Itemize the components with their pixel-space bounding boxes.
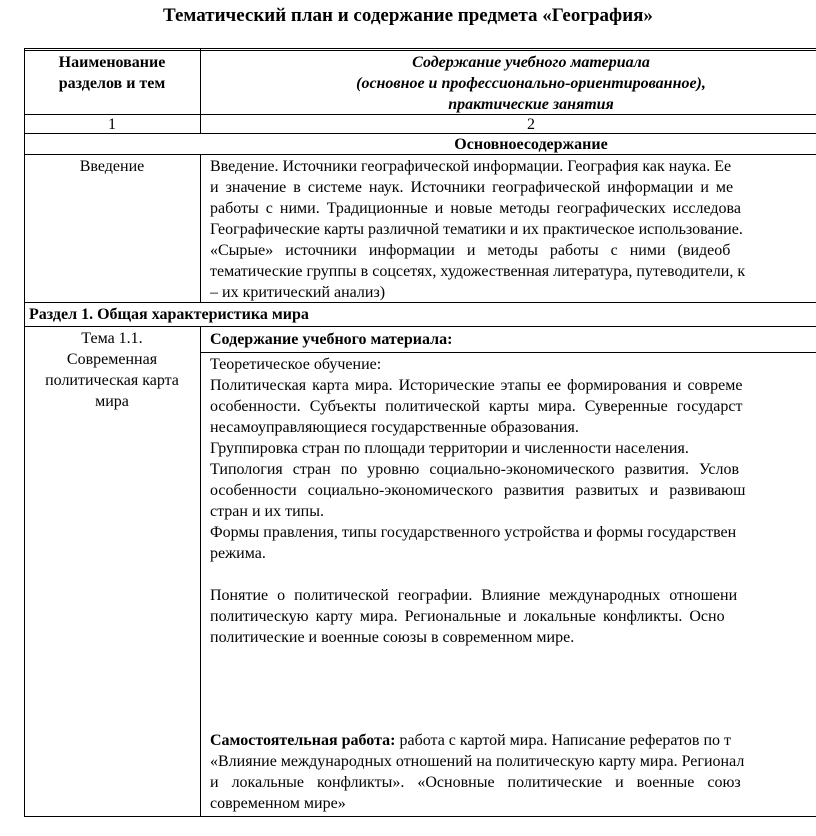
column-number-2: 2 bbox=[527, 116, 535, 133]
paragraph-line: стран и их типы. bbox=[210, 503, 324, 520]
theory-label: Теоретическое обучение: bbox=[210, 356, 382, 373]
row-divider-content-heading bbox=[200, 352, 816, 353]
header-col2-line: практические занятия bbox=[448, 96, 614, 113]
topic-name bbox=[24, 328, 200, 412]
header-col1 bbox=[24, 52, 200, 94]
header-col1-line: разделов и тем bbox=[58, 75, 166, 92]
intro-line: «Сырые» источники информации и методы работы с ними (видеоб bbox=[210, 242, 731, 259]
paragraph-line: несамоуправляющиеся государственные образования. bbox=[210, 419, 579, 436]
paragraph-gap bbox=[210, 564, 816, 585]
table-border-bottom bbox=[24, 816, 816, 817]
paragraph-line: Типология стран по уровню социально-экономического развития. Услов bbox=[210, 461, 740, 478]
paragraph-line: политическую карту мира. Региональные и локальные конфликты. Осно bbox=[210, 608, 725, 625]
self-study-line: и локальные конфликты». «Основные политические и военные союз bbox=[210, 774, 741, 791]
content-heading: Содержание учебного материала: bbox=[210, 331, 453, 348]
intro-content bbox=[210, 156, 816, 303]
paragraph-line: политические и военные союзы в современном мире. bbox=[210, 629, 575, 646]
page-title: Тематический план и содержание предмета «География» bbox=[163, 5, 653, 26]
column-number-1: 1 bbox=[108, 116, 116, 133]
header-col2-line: Содержание учебного материала bbox=[412, 54, 650, 71]
paragraph-line: особенности. Субъекты политической карты мира. Суверенные государст bbox=[210, 398, 743, 415]
header-col2 bbox=[201, 52, 816, 115]
col-divider-intro bbox=[200, 154, 201, 302]
paragraph-line: Формы правления, типы государственного устройства и формы государствен bbox=[210, 524, 737, 541]
row-divider-section1 bbox=[24, 326, 816, 327]
col-divider-topic bbox=[200, 326, 201, 816]
intro-line: Географические карты различной тематики и их практическое использование. bbox=[210, 221, 743, 238]
table-border-top-double bbox=[24, 50, 816, 51]
topic-content bbox=[210, 354, 816, 648]
intro-line: – их критический анализ) bbox=[210, 284, 386, 301]
paragraph-line: Политическая карта мира. Исторические этапы ее формирования и совреме bbox=[210, 377, 743, 394]
self-study-label: Самостоятельная работа: bbox=[210, 732, 396, 749]
thematic-plan-table bbox=[24, 48, 816, 817]
self-study-block bbox=[210, 730, 816, 814]
self-study-first-line bbox=[210, 730, 816, 751]
self-study-line: современном мире» bbox=[210, 795, 346, 812]
self-study-line: «Влияние международных отношений на политическую карту мира. Регионал bbox=[210, 753, 745, 770]
paragraph-line: особенности социально-экономического развития развитых и развиваюш bbox=[210, 482, 746, 499]
paragraph-line: режима. bbox=[210, 545, 266, 562]
paragraph-line: Понятие о политической географии. Влияние международных отношени bbox=[210, 587, 738, 604]
intro-line: тематические группы в соцсетях, художественная литература, путеводители, к bbox=[210, 263, 746, 280]
section1-title: Раздел 1. Общая характеристика мира bbox=[29, 306, 309, 323]
main-section-title: Основноесодержание bbox=[454, 136, 608, 153]
intro-name: Введение bbox=[79, 158, 145, 175]
intro-line: работы с ними. Традиционные и новые методы географических исследова bbox=[210, 200, 741, 217]
topic-name-line: политическая карта bbox=[45, 372, 179, 389]
header-col1-line: Наименование bbox=[58, 54, 166, 71]
intro-line: Введение. Источники географической информации. География как наука. Ее bbox=[210, 158, 732, 175]
header-col2-line: (основное и профессионально-ориентированное), bbox=[356, 75, 706, 92]
table-border-top bbox=[24, 48, 816, 49]
self-study-text: работа с картой мира. Написание рефератов по т bbox=[395, 732, 731, 749]
intro-line: и значение в системе наук. Источники географической информации и ме bbox=[210, 179, 734, 196]
paragraph-line: Группировка стран по площади территории и численности населения. bbox=[210, 440, 689, 457]
topic-name-line: Современная bbox=[66, 351, 158, 368]
topic-name-line: Тема 1.1. bbox=[81, 330, 143, 347]
topic-name-line: мира bbox=[95, 393, 129, 410]
